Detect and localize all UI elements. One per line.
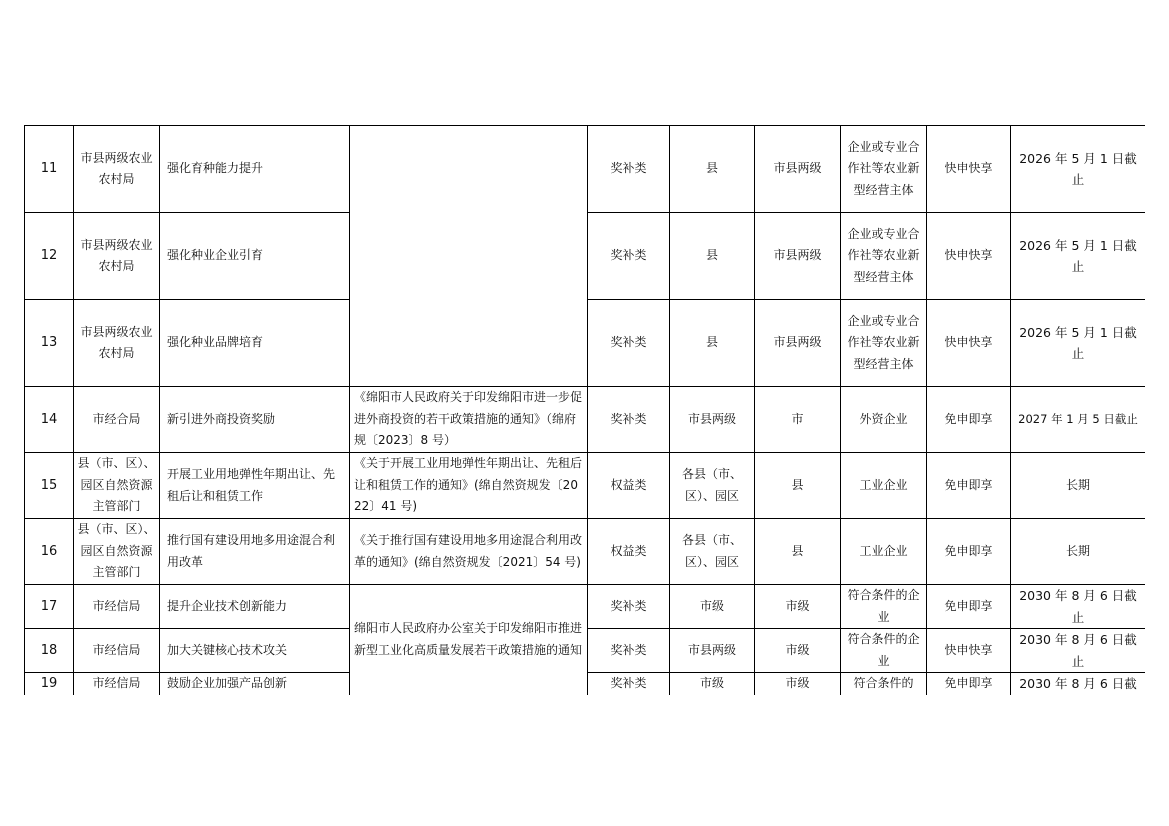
category-cell: 奖补类 bbox=[588, 387, 670, 453]
policy-item-cell: 强化种业企业引育 bbox=[160, 213, 350, 300]
deadline-cell: 2026 年 5 月 1 日截止 bbox=[1011, 300, 1146, 387]
mode-cell: 免申即享 bbox=[927, 519, 1011, 585]
level-cell: 县 bbox=[670, 300, 755, 387]
policy-item-cell: 强化种业品牌培育 bbox=[160, 300, 350, 387]
mode-cell: 快申快享 bbox=[927, 629, 1011, 673]
policy-document-cell-empty bbox=[350, 126, 588, 387]
category-cell: 奖补类 bbox=[588, 300, 670, 387]
target-cell: 工业企业 bbox=[841, 453, 927, 519]
deadline-cell: 长期 bbox=[1011, 453, 1146, 519]
row-number: 15 bbox=[25, 453, 74, 519]
policy-document-cell: 《绵阳市人民政府关于印发绵阳市进一步促进外商投资的若干政策措施的通知》（绵府规〔2023〕8 号） bbox=[350, 387, 588, 453]
mode-cell: 快申快享 bbox=[927, 126, 1011, 213]
deadline-cell: 2027 年 1 月 5 日截止 bbox=[1011, 387, 1146, 453]
target-cell: 符合条件的企业 bbox=[841, 629, 927, 673]
mode-cell: 免申即享 bbox=[927, 673, 1011, 696]
deadline-cell: 2030 年 8 月 6 日截止 bbox=[1011, 585, 1146, 629]
deadline-cell: 2030 年 8 月 6 日截 bbox=[1011, 673, 1146, 696]
deadline-cell: 2026 年 5 月 1 日截止 bbox=[1011, 126, 1146, 213]
policy-item-cell: 强化育种能力提升 bbox=[160, 126, 350, 213]
row-number: 12 bbox=[25, 213, 74, 300]
fund-cell: 市级 bbox=[755, 585, 841, 629]
department-cell: 市县两级农业农村局 bbox=[74, 300, 160, 387]
row-number: 18 bbox=[25, 629, 74, 673]
target-cell: 外资企业 bbox=[841, 387, 927, 453]
deadline-cell: 长期 bbox=[1011, 519, 1146, 585]
row-number: 11 bbox=[25, 126, 74, 213]
mode-cell: 免申即享 bbox=[927, 387, 1011, 453]
category-cell: 奖补类 bbox=[588, 585, 670, 629]
department-cell: 市经信局 bbox=[74, 585, 160, 629]
target-cell: 企业或专业合作社等农业新型经营主体 bbox=[841, 126, 927, 213]
department-cell: 县（市、区）、园区自然资源主管部门 bbox=[74, 453, 160, 519]
deadline-cell: 2026 年 5 月 1 日截止 bbox=[1011, 213, 1146, 300]
department-cell: 市经信局 bbox=[74, 673, 160, 696]
department-cell: 市经信局 bbox=[74, 629, 160, 673]
policy-table-page bbox=[24, 125, 1145, 695]
department-cell: 市县两级农业农村局 bbox=[74, 126, 160, 213]
category-cell: 权益类 bbox=[588, 519, 670, 585]
department-cell: 市县两级农业农村局 bbox=[74, 213, 160, 300]
policy-item-cell: 开展工业用地弹性年期出让、先租后让和租赁工作 bbox=[160, 453, 350, 519]
table-row bbox=[25, 387, 1146, 453]
table-row bbox=[25, 519, 1146, 585]
fund-cell: 市县两级 bbox=[755, 126, 841, 213]
fund-cell: 县 bbox=[755, 519, 841, 585]
table-row bbox=[25, 126, 1146, 213]
target-cell: 符合条件的 bbox=[841, 673, 927, 696]
deadline-cell: 2030 年 8 月 6 日截止 bbox=[1011, 629, 1146, 673]
level-cell: 县 bbox=[670, 126, 755, 213]
mode-cell: 免申即享 bbox=[927, 585, 1011, 629]
row-number: 17 bbox=[25, 585, 74, 629]
level-cell: 各县（市、区）、园区 bbox=[670, 519, 755, 585]
row-number: 14 bbox=[25, 387, 74, 453]
policy-item-cell: 鼓励企业加强产品创新 bbox=[160, 673, 350, 696]
policy-item-cell: 加大关键核心技术攻关 bbox=[160, 629, 350, 673]
category-cell: 奖补类 bbox=[588, 629, 670, 673]
category-cell: 奖补类 bbox=[588, 126, 670, 213]
category-cell: 奖补类 bbox=[588, 673, 670, 696]
target-cell: 工业企业 bbox=[841, 519, 927, 585]
table-row bbox=[25, 453, 1146, 519]
policy-document-cell-shared: 绵阳市人民政府办公室关于印发绵阳市推进新型工业化高质量发展若干政策措施的通知 bbox=[350, 585, 588, 696]
policy-item-cell: 推行国有建设用地多用途混合利用改革 bbox=[160, 519, 350, 585]
fund-cell: 市县两级 bbox=[755, 300, 841, 387]
level-cell: 市县两级 bbox=[670, 387, 755, 453]
level-cell: 市县两级 bbox=[670, 629, 755, 673]
category-cell: 奖补类 bbox=[588, 213, 670, 300]
policy-item-cell: 新引进外商投资奖励 bbox=[160, 387, 350, 453]
department-cell: 市经合局 bbox=[74, 387, 160, 453]
category-cell: 权益类 bbox=[588, 453, 670, 519]
level-cell: 县 bbox=[670, 213, 755, 300]
fund-cell: 市 bbox=[755, 387, 841, 453]
target-cell: 企业或专业合作社等农业新型经营主体 bbox=[841, 213, 927, 300]
policy-document-cell: 《关于推行国有建设用地多用途混合利用改革的通知》(绵自然资规发〔2021〕54 号) bbox=[350, 519, 588, 585]
target-cell: 企业或专业合作社等农业新型经营主体 bbox=[841, 300, 927, 387]
fund-cell: 县 bbox=[755, 453, 841, 519]
level-cell: 各县（市、区）、园区 bbox=[670, 453, 755, 519]
department-cell: 县（市、区）、园区自然资源主管部门 bbox=[74, 519, 160, 585]
table-row bbox=[25, 585, 1146, 629]
fund-cell: 市级 bbox=[755, 629, 841, 673]
row-number: 16 bbox=[25, 519, 74, 585]
mode-cell: 快申快享 bbox=[927, 300, 1011, 387]
level-cell: 市级 bbox=[670, 585, 755, 629]
policy-table bbox=[24, 125, 1145, 695]
policy-item-cell: 提升企业技术创新能力 bbox=[160, 585, 350, 629]
row-number: 19 bbox=[25, 673, 74, 696]
level-cell: 市级 bbox=[670, 673, 755, 696]
row-number: 13 bbox=[25, 300, 74, 387]
fund-cell: 市级 bbox=[755, 673, 841, 696]
target-cell: 符合条件的企业 bbox=[841, 585, 927, 629]
fund-cell: 市县两级 bbox=[755, 213, 841, 300]
mode-cell: 快申快享 bbox=[927, 213, 1011, 300]
mode-cell: 免申即享 bbox=[927, 453, 1011, 519]
policy-document-cell: 《关于开展工业用地弹性年期出让、先租后让和租赁工作的通知》(绵自然资规发〔2022〕41 号) bbox=[350, 453, 588, 519]
